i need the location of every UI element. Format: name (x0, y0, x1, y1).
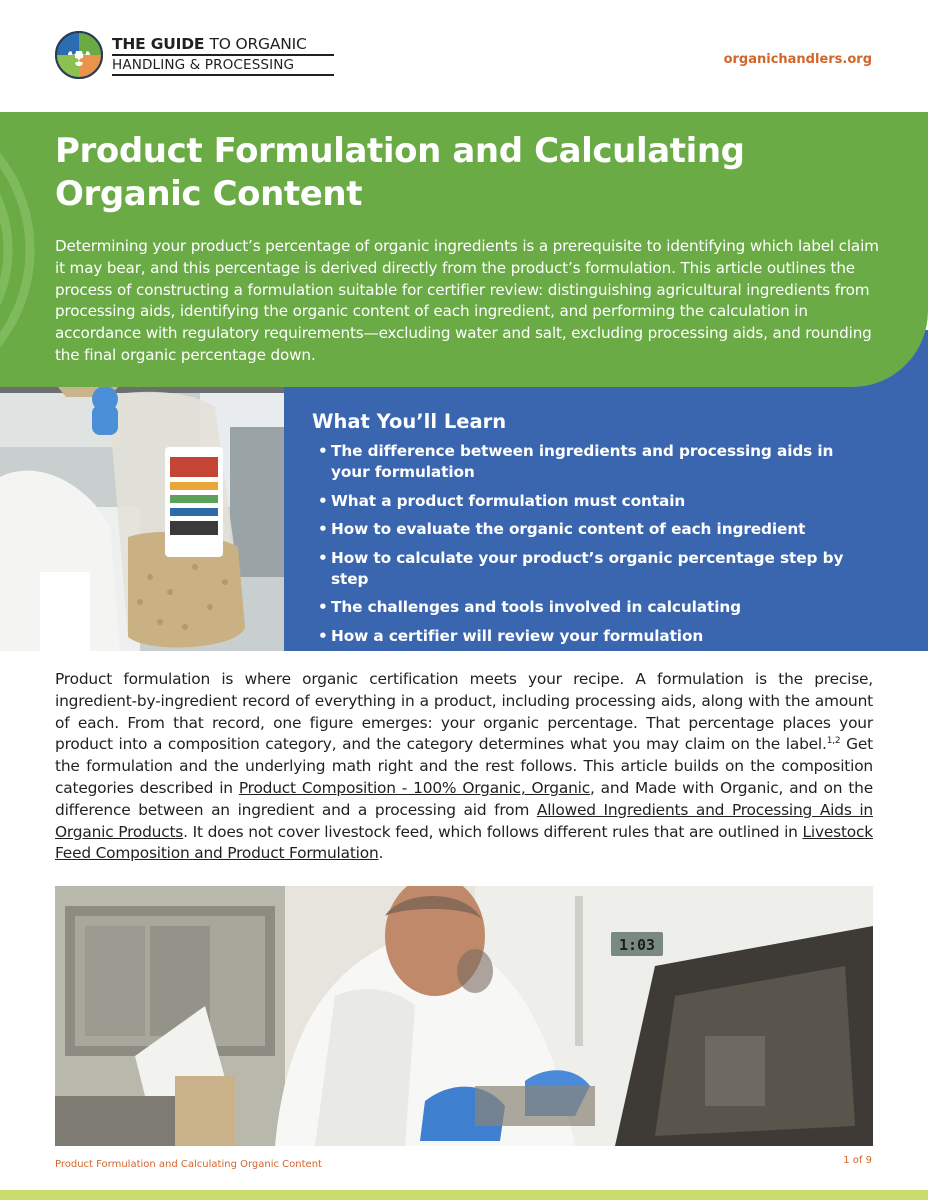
learn-list (318, 441, 858, 655)
logo-rule-bottom (112, 74, 334, 76)
learn-item: • The challenges and tools involved in calculating (318, 597, 858, 618)
footer-title: Product Formulation and Calculating Organic Content (55, 1159, 322, 1170)
logo-strong-text: THE GUIDE (112, 35, 205, 53)
page-title-line-2: Organic Content (55, 174, 363, 214)
link-livestock-feed[interactable]: Livestock Feed Composition and Product Formulation (55, 822, 873, 863)
learn-item: • How to calculate your product’s organic percentage step by step (318, 548, 858, 590)
body-paragraph (55, 669, 873, 865)
logo-line-2: HANDLING & PROCESSING (112, 57, 295, 73)
learn-title: What You’ll Learn (312, 410, 507, 433)
body-text-segment: Product formulation is where organic certification meets your recipe. A formulation is the precise, ingredient-by-ingredient record of everything in a product, including processing aids, along with the amount of each. From that record, one figure emerges: your organic percentage. That percentage places your product into a composition category, and the category determines what you may claim on the label. (55, 670, 873, 754)
body-text-segment: . It does not cover livestock feed, which follows different rules that are outlined in (183, 822, 803, 841)
page-title-line-1: Product Formulation and Calculating (55, 131, 745, 171)
link-product-composition[interactable]: Product Composition - 100% Organic, Organic (238, 778, 590, 797)
puzzle-globe-icon (55, 31, 103, 79)
logo-rule (112, 54, 334, 56)
logo-light-text: TO ORGANIC (209, 35, 307, 53)
learn-item: • How to evaluate the organic content of each ingredient (318, 519, 858, 540)
logo-line-1 (112, 35, 337, 53)
page-title (55, 130, 775, 216)
logo-wordmark (112, 35, 337, 76)
link-allowed-ingredients[interactable]: Allowed Ingredients and Processing Aids in Organic Products (55, 800, 873, 841)
learn-item: • What a product formulation must contain (318, 491, 858, 512)
learn-item: • How a certifier will review your formulation (318, 626, 858, 647)
footer-bar (0, 1190, 928, 1200)
logo (55, 31, 345, 81)
timer-display: 1:03 (618, 936, 656, 954)
body-text-segment: Get the formulation and the underlying math right and the rest follows. This article builds on the composition categories described in (55, 735, 873, 797)
photo-worker-packaging (55, 886, 873, 1146)
footnote-ref[interactable]: 1,2 (826, 736, 841, 747)
site-url-link[interactable]: organichandlers.org (723, 52, 872, 67)
photo-oat-bag (0, 387, 284, 651)
intro-paragraph: Determining your product’s percentage of organic ingredients is a prerequisite to identifying which label claim it may bear, and this percentage is derived directly from the product’s formulation. This article outlines the process of constructing a formulation suitable for certifier review: distinguishing agricultural ingredients from processing aids, identifying the organic content of each ingredient, and performing the calculation in accordance with regulatory requirements—excluding water and salt, excluding processing aids, and rounding the final organic percentage down. (55, 237, 879, 364)
footer-page-number: 1 of 9 (843, 1155, 872, 1166)
body-text-segment: , and Made with Organic, and on the difference between an ingredient and a processing aid from (55, 778, 873, 819)
body-text-segment: . (378, 844, 384, 863)
learn-item: • The difference between ingredients and processing aids in your formulation (318, 441, 858, 483)
hero-banner (0, 112, 928, 387)
